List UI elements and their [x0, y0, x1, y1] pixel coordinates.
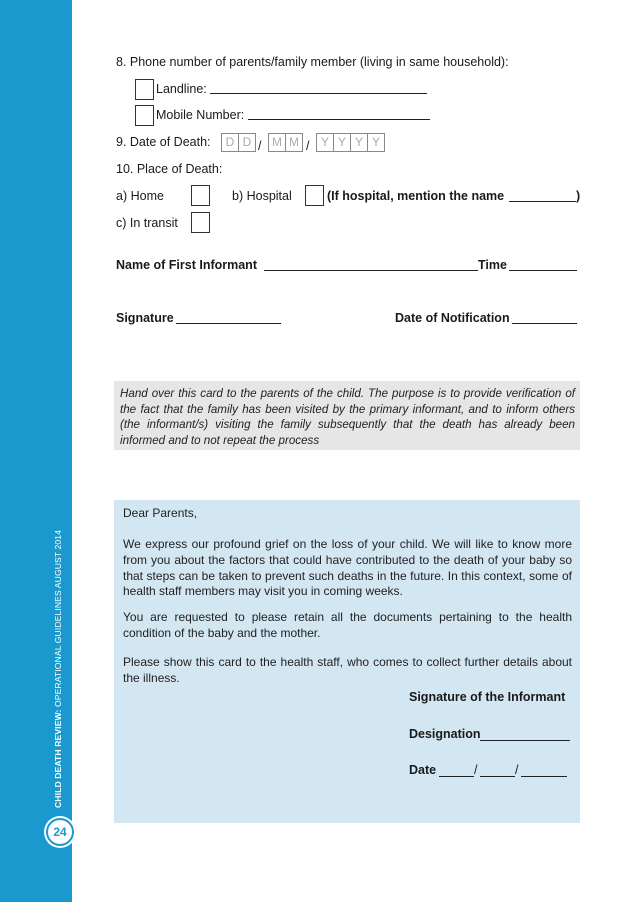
- handover-note: [114, 381, 580, 450]
- mobile-field[interactable]: [248, 119, 430, 120]
- hospital-label: b) Hospital: [232, 189, 292, 203]
- notification-label: Date of Notification: [395, 311, 510, 325]
- letter-para-1: We express our profound grief on the loss of your child. We will like to know more from you about the factors that could have contributed to the death of your baby so that steps can be taken to prevent such deaths in the future. In this context, some of health staff members may visit you in coming weeks.: [123, 537, 572, 599]
- date-cell-y4[interactable]: Y: [367, 133, 385, 152]
- date-sep-1: /: [258, 139, 262, 153]
- hospital-note-close: ): [576, 189, 581, 203]
- date-cell-y3[interactable]: Y: [350, 133, 368, 152]
- mobile-checkbox[interactable]: [135, 105, 154, 126]
- letter-date-year-field[interactable]: [521, 776, 567, 777]
- letter-para-2: You are requested to please retain all the documents pertaining to the health condition of the baby and the mother.: [123, 610, 572, 640]
- letter-date-label: Date: [409, 763, 437, 777]
- sidebar-title-bold: CHILD DEATH REVIEW:: [53, 709, 63, 808]
- signature-label: Signature: [116, 311, 174, 325]
- handover-note-text: Hand over this card to the parents of the child. The purpose is to provide verification of the fact that the family has been visited by the primary informant, and to inform others (the informant/s) visiting the family subsequently that the death has already been informed and to not repeat the process: [120, 387, 575, 447]
- date-cell-m2[interactable]: M: [285, 133, 303, 152]
- letter-date-month-field[interactable]: [480, 776, 515, 777]
- time-label: Time: [478, 258, 507, 272]
- letter-panel: [114, 500, 580, 823]
- q8-label: 8. Phone number of parents/family member (living in same household):: [116, 55, 509, 69]
- date-cell-d1[interactable]: D: [221, 133, 239, 152]
- designation-field[interactable]: [480, 740, 570, 741]
- date-sep-2: /: [306, 139, 310, 153]
- letter-date-sep-1: /: [474, 763, 478, 777]
- landline-field[interactable]: [210, 93, 427, 94]
- time-field[interactable]: [509, 270, 577, 271]
- page-number: 24: [46, 818, 74, 846]
- letter-date-sep-2: /: [515, 763, 519, 777]
- designation-label: Designation: [409, 727, 481, 741]
- date-cell-d2[interactable]: D: [238, 133, 256, 152]
- date-cell-y1[interactable]: Y: [316, 133, 334, 152]
- sidebar-title: [53, 530, 63, 808]
- home-checkbox[interactable]: [191, 185, 210, 206]
- transit-label: c) In transit: [116, 216, 178, 230]
- notification-field[interactable]: [512, 323, 577, 324]
- sidebar-title-rest: OPERATIONAL GUIDELINES AUGUST 2014: [53, 529, 63, 710]
- date-cell-m1[interactable]: M: [268, 133, 286, 152]
- letter-para-3: Please show this card to the health staff, who comes to collect further details about the illness.: [123, 655, 572, 685]
- transit-checkbox[interactable]: [191, 212, 210, 233]
- signature-field[interactable]: [176, 323, 281, 324]
- informant-signature-label: Signature of the Informant: [409, 690, 566, 704]
- informant-label: Name of First Informant: [116, 258, 257, 272]
- letter-date-day-field[interactable]: [439, 776, 474, 777]
- home-label: a) Home: [116, 189, 164, 203]
- hospital-checkbox[interactable]: [305, 185, 324, 206]
- letter-greeting: Dear Parents,: [123, 506, 198, 520]
- q10-label: 10. Place of Death:: [116, 162, 223, 176]
- mobile-label: Mobile Number:: [156, 108, 245, 122]
- q9-label: 9. Date of Death:: [116, 135, 211, 149]
- landline-label: Landline:: [156, 82, 207, 96]
- date-cell-y2[interactable]: Y: [333, 133, 351, 152]
- landline-checkbox[interactable]: [135, 79, 154, 100]
- hospital-note: (If hospital, mention the name: [327, 189, 505, 203]
- hospital-name-field[interactable]: [509, 201, 576, 202]
- informant-field[interactable]: [264, 270, 478, 271]
